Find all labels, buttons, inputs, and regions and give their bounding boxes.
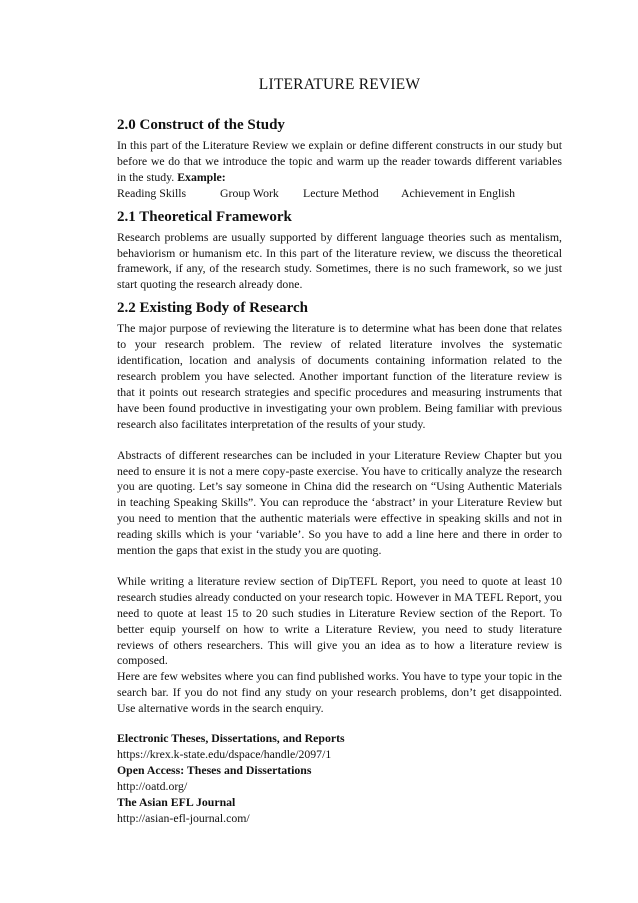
section-existing-research <box>117 299 562 717</box>
variable-item: Group Work <box>220 185 279 200</box>
section-paragraph: Here are few websites where you can find published works. You have to type your topic in the search bar. If you do not find any study on your research problems, don’t get disappointed. Use alternative words in the search enquiry. <box>117 669 562 716</box>
resource-list <box>117 731 562 826</box>
resource-title: The Asian EFL Journal <box>117 794 236 809</box>
document-page <box>117 76 562 827</box>
section-paragraph: Abstracts of different researches can be included in your Literature Review Chapter but you need to ensure it is not a mere copy-paste exercise. You have to critically analyze the research you are quoting. Let’s say someone in China did the research on “Using Authentic Materials in teaching Speaking Skills”. You can reproduce the ‘abstract’ in your Literature Review but you need to mention that the authentic materials were effective in speaking skills and not in reading skills which is your ‘variable’. So you have to add a line here and there in order to mention the gaps that exist in the study you are quoting. <box>117 447 562 558</box>
variable-item: Achievement in English <box>401 185 516 200</box>
example-label: Example: <box>177 169 226 184</box>
variable-item: Reading Skills <box>117 185 187 200</box>
section-theoretical-framework <box>117 208 562 294</box>
page-title: LITERATURE REVIEW <box>258 76 421 93</box>
resource-link[interactable]: http://oatd.org/ <box>117 778 188 793</box>
section-paragraph: Research problems are usually supported by different language theories such as mentalism, behaviorism or humanism etc. In this part of the literature review, we discuss the theoretical framework, if any, of the research study. Sometimes, there is no such framework, so we just start quoting the research already done. <box>117 229 562 292</box>
section-heading: 2.2 Existing Body of Research <box>117 300 308 317</box>
section-paragraph: While writing a literature review section of DipTEFL Report, you need to quote at least 10 research studies already conducted on your research topic. However in MA TEFL Report, you need to quote at least 15 to 20 such studies in Literature Review section of the Report. To better equip yourself on how to write a Literature Review, you need to study literature reviews of others researchers. This will give you an idea as to how a literature review is composed. <box>117 573 562 668</box>
variables-list <box>117 186 562 202</box>
resource-link[interactable]: http://asian-efl-journal.com/ <box>117 810 250 825</box>
resource-title: Open Access: Theses and Dissertations <box>117 762 312 777</box>
section-heading: 2.0 Construct of the Study <box>117 117 285 133</box>
section-paragraph <box>117 138 562 186</box>
variable-item: Lecture Method <box>303 185 379 200</box>
resource-link[interactable]: https://krex.k-state.edu/dspace/handle/2097/1 <box>117 747 332 761</box>
section-construct-of-study <box>117 116 562 202</box>
section-heading: 2.1 Theoretical Framework <box>117 208 292 225</box>
paragraph-text: In this part of the Literature Review we explain or define different constructs in our study but before we do that we introduce the topic and warm up the reader towards different variables in the study. <box>117 138 562 184</box>
resource-title: Electronic Theses, Dissertations, and Reports <box>117 731 345 746</box>
section-paragraph: The major purpose of reviewing the literature is to determine what has been done that relates to your research problem. The review of related literature involves the systematic identification, location and analysis of documents containing information related to the research problem you have selected. Another important function of the literature review is that it points out research strategies and specific procedures and measuring instruments that have been found productive in investigating your own problem. Being familiar with previous research also facilitates interpretation of the results of your study. <box>117 321 562 431</box>
